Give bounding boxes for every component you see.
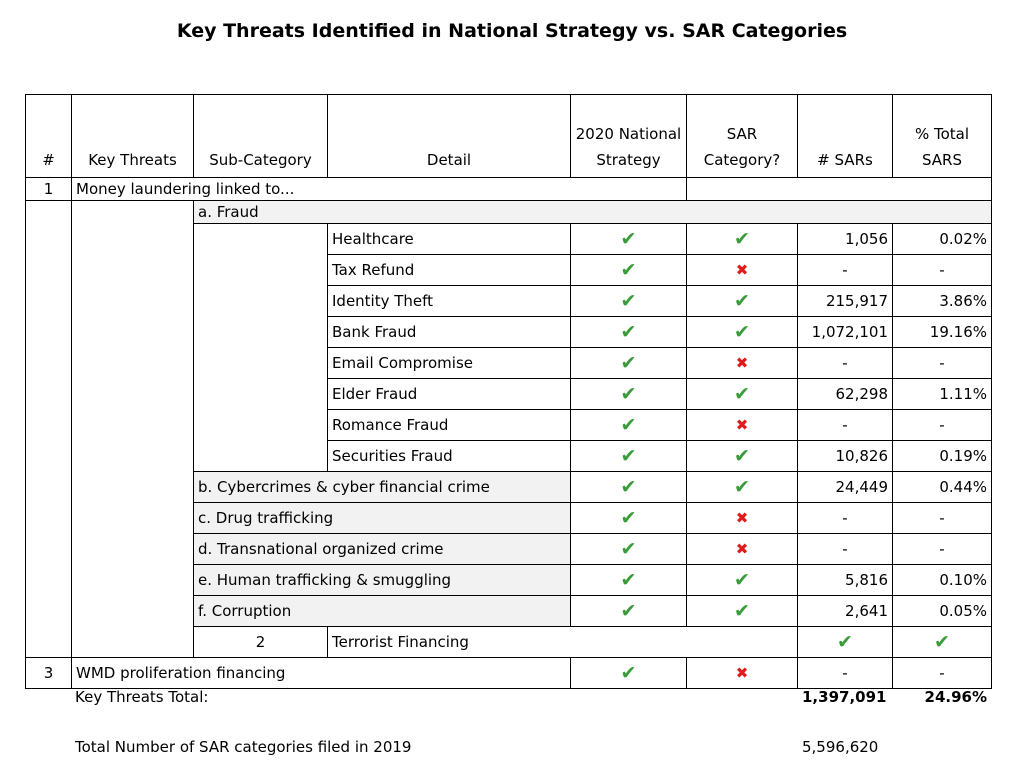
sar-cross-icon: ✖ — [687, 503, 798, 534]
strategy-check-icon: ✔ — [571, 348, 687, 379]
sar-check-icon: ✔ — [687, 472, 798, 503]
subcategory-label: b. Cybercrimes & cyber financial crime — [194, 472, 571, 503]
strategy-check-icon: ✔ — [571, 503, 687, 534]
header-sar-category: SAR Category? — [687, 95, 798, 178]
pct-cell: 0.44% — [893, 472, 992, 503]
sar-cross-icon: ✖ — [687, 658, 798, 689]
sub-spacer — [194, 224, 328, 472]
threat-num: 2 — [194, 627, 328, 658]
subcategory-label: f. Corruption — [194, 596, 571, 627]
strategy-check-icon: ✔ — [571, 255, 687, 286]
pct-cell: 0.05% — [893, 596, 992, 627]
subcategory-label: c. Drug trafficking — [194, 503, 571, 534]
sar-cross-icon: ✖ — [687, 348, 798, 379]
sar-cross-icon: ✖ — [687, 534, 798, 565]
strategy-check-icon: ✔ — [571, 534, 687, 565]
strategy-check-icon: ✔ — [571, 596, 687, 627]
sars-cell: - — [798, 503, 893, 534]
strategy-check-icon: ✔ — [571, 410, 687, 441]
strategy-check-icon: ✔ — [571, 224, 687, 255]
section-num: 1 — [26, 178, 72, 201]
sars-cell: 2,641 — [798, 596, 893, 627]
threat-row — [26, 658, 992, 689]
count-value: 5,596,620 — [802, 738, 879, 756]
sar-check-icon: ✔ — [687, 379, 798, 410]
header-key-threats: Key Threats — [72, 95, 194, 178]
detail-cell: Elder Fraud — [328, 379, 571, 410]
count-label: Total Number of SAR categories filed in 2019 — [75, 738, 412, 756]
header-detail: Detail — [328, 95, 571, 178]
sars-cell: - — [798, 658, 893, 689]
sars-cell: - — [798, 534, 893, 565]
detail-cell: Tax Refund — [328, 255, 571, 286]
sar-cross-icon: ✖ — [687, 410, 798, 441]
sars-cell: 1,056 — [798, 224, 893, 255]
sars-cell: - — [798, 410, 893, 441]
detail-cell: Identity Theft — [328, 286, 571, 317]
detail-cell: Email Compromise — [328, 348, 571, 379]
sar-check-icon: ✔ — [687, 224, 798, 255]
pct-cell: 0.19% — [893, 441, 992, 472]
header-sars: # SARs — [798, 95, 893, 178]
strategy-check-icon: ✔ — [798, 627, 893, 658]
pct-cell: 0.02% — [893, 224, 992, 255]
pct-cell: - — [893, 255, 992, 286]
pct-cell: 19.16% — [893, 317, 992, 348]
detail-cell: Bank Fraud — [328, 317, 571, 348]
sars-cell: 1,072,101 — [798, 317, 893, 348]
strategy-check-icon: ✔ — [571, 379, 687, 410]
sar-cross-icon: ✖ — [687, 255, 798, 286]
pct-cell: - — [893, 348, 992, 379]
sars-cell: 24,449 — [798, 472, 893, 503]
detail-cell: Securities Fraud — [328, 441, 571, 472]
section-row — [26, 178, 992, 201]
totals-pct: 24.96% — [924, 688, 987, 706]
threats-table — [25, 94, 992, 689]
pct-cell: - — [893, 658, 992, 689]
page-title: Key Threats Identified in National Strategy vs. SAR Categories — [176, 20, 848, 42]
sars-cell: - — [798, 348, 893, 379]
sar-check-icon: ✔ — [687, 286, 798, 317]
detail-cell: Romance Fraud — [328, 410, 571, 441]
totals-sars: 1,397,091 — [802, 688, 887, 706]
strategy-check-icon: ✔ — [571, 565, 687, 596]
totals-label: Key Threats Total: — [75, 688, 209, 706]
sars-cell: 215,917 — [798, 286, 893, 317]
subcategory-label: d. Transnational organized crime — [194, 534, 571, 565]
pct-cell: 0.10% — [893, 565, 992, 596]
threat-label: Terrorist Financing — [328, 627, 798, 658]
sar-check-icon: ✔ — [687, 596, 798, 627]
header-strategy: 2020 National Strategy — [571, 95, 687, 178]
pct-cell: 1.11% — [893, 379, 992, 410]
threat-num: 3 — [26, 658, 72, 689]
pct-cell: - — [893, 534, 992, 565]
sar-check-icon: ✔ — [893, 627, 992, 658]
fraud-label: a. Fraud — [194, 201, 992, 224]
pct-cell: 3.86% — [893, 286, 992, 317]
sar-check-icon: ✔ — [687, 565, 798, 596]
section-blank — [687, 178, 992, 201]
section-label: Money laundering linked to... — [72, 178, 687, 201]
threat-spacer — [72, 201, 194, 658]
sars-cell: 5,816 — [798, 565, 893, 596]
strategy-check-icon: ✔ — [571, 317, 687, 348]
strategy-check-icon: ✔ — [571, 441, 687, 472]
num-spacer — [26, 201, 72, 658]
strategy-check-icon: ✔ — [571, 472, 687, 503]
header-pct: % Total SARS — [893, 95, 992, 178]
sar-check-icon: ✔ — [687, 317, 798, 348]
fraud-row — [26, 201, 992, 224]
strategy-check-icon: ✔ — [571, 658, 687, 689]
header-row — [26, 95, 992, 178]
strategy-check-icon: ✔ — [571, 286, 687, 317]
threat-label: WMD proliferation financing — [72, 658, 571, 689]
sars-cell: - — [798, 255, 893, 286]
pct-cell: - — [893, 410, 992, 441]
pct-cell: - — [893, 503, 992, 534]
sars-cell: 62,298 — [798, 379, 893, 410]
header-num: # — [26, 95, 72, 178]
header-sub-category: Sub-Category — [194, 95, 328, 178]
subcategory-label: e. Human trafficking & smuggling — [194, 565, 571, 596]
sars-cell: 10,826 — [798, 441, 893, 472]
sar-check-icon: ✔ — [687, 441, 798, 472]
detail-cell: Healthcare — [328, 224, 571, 255]
